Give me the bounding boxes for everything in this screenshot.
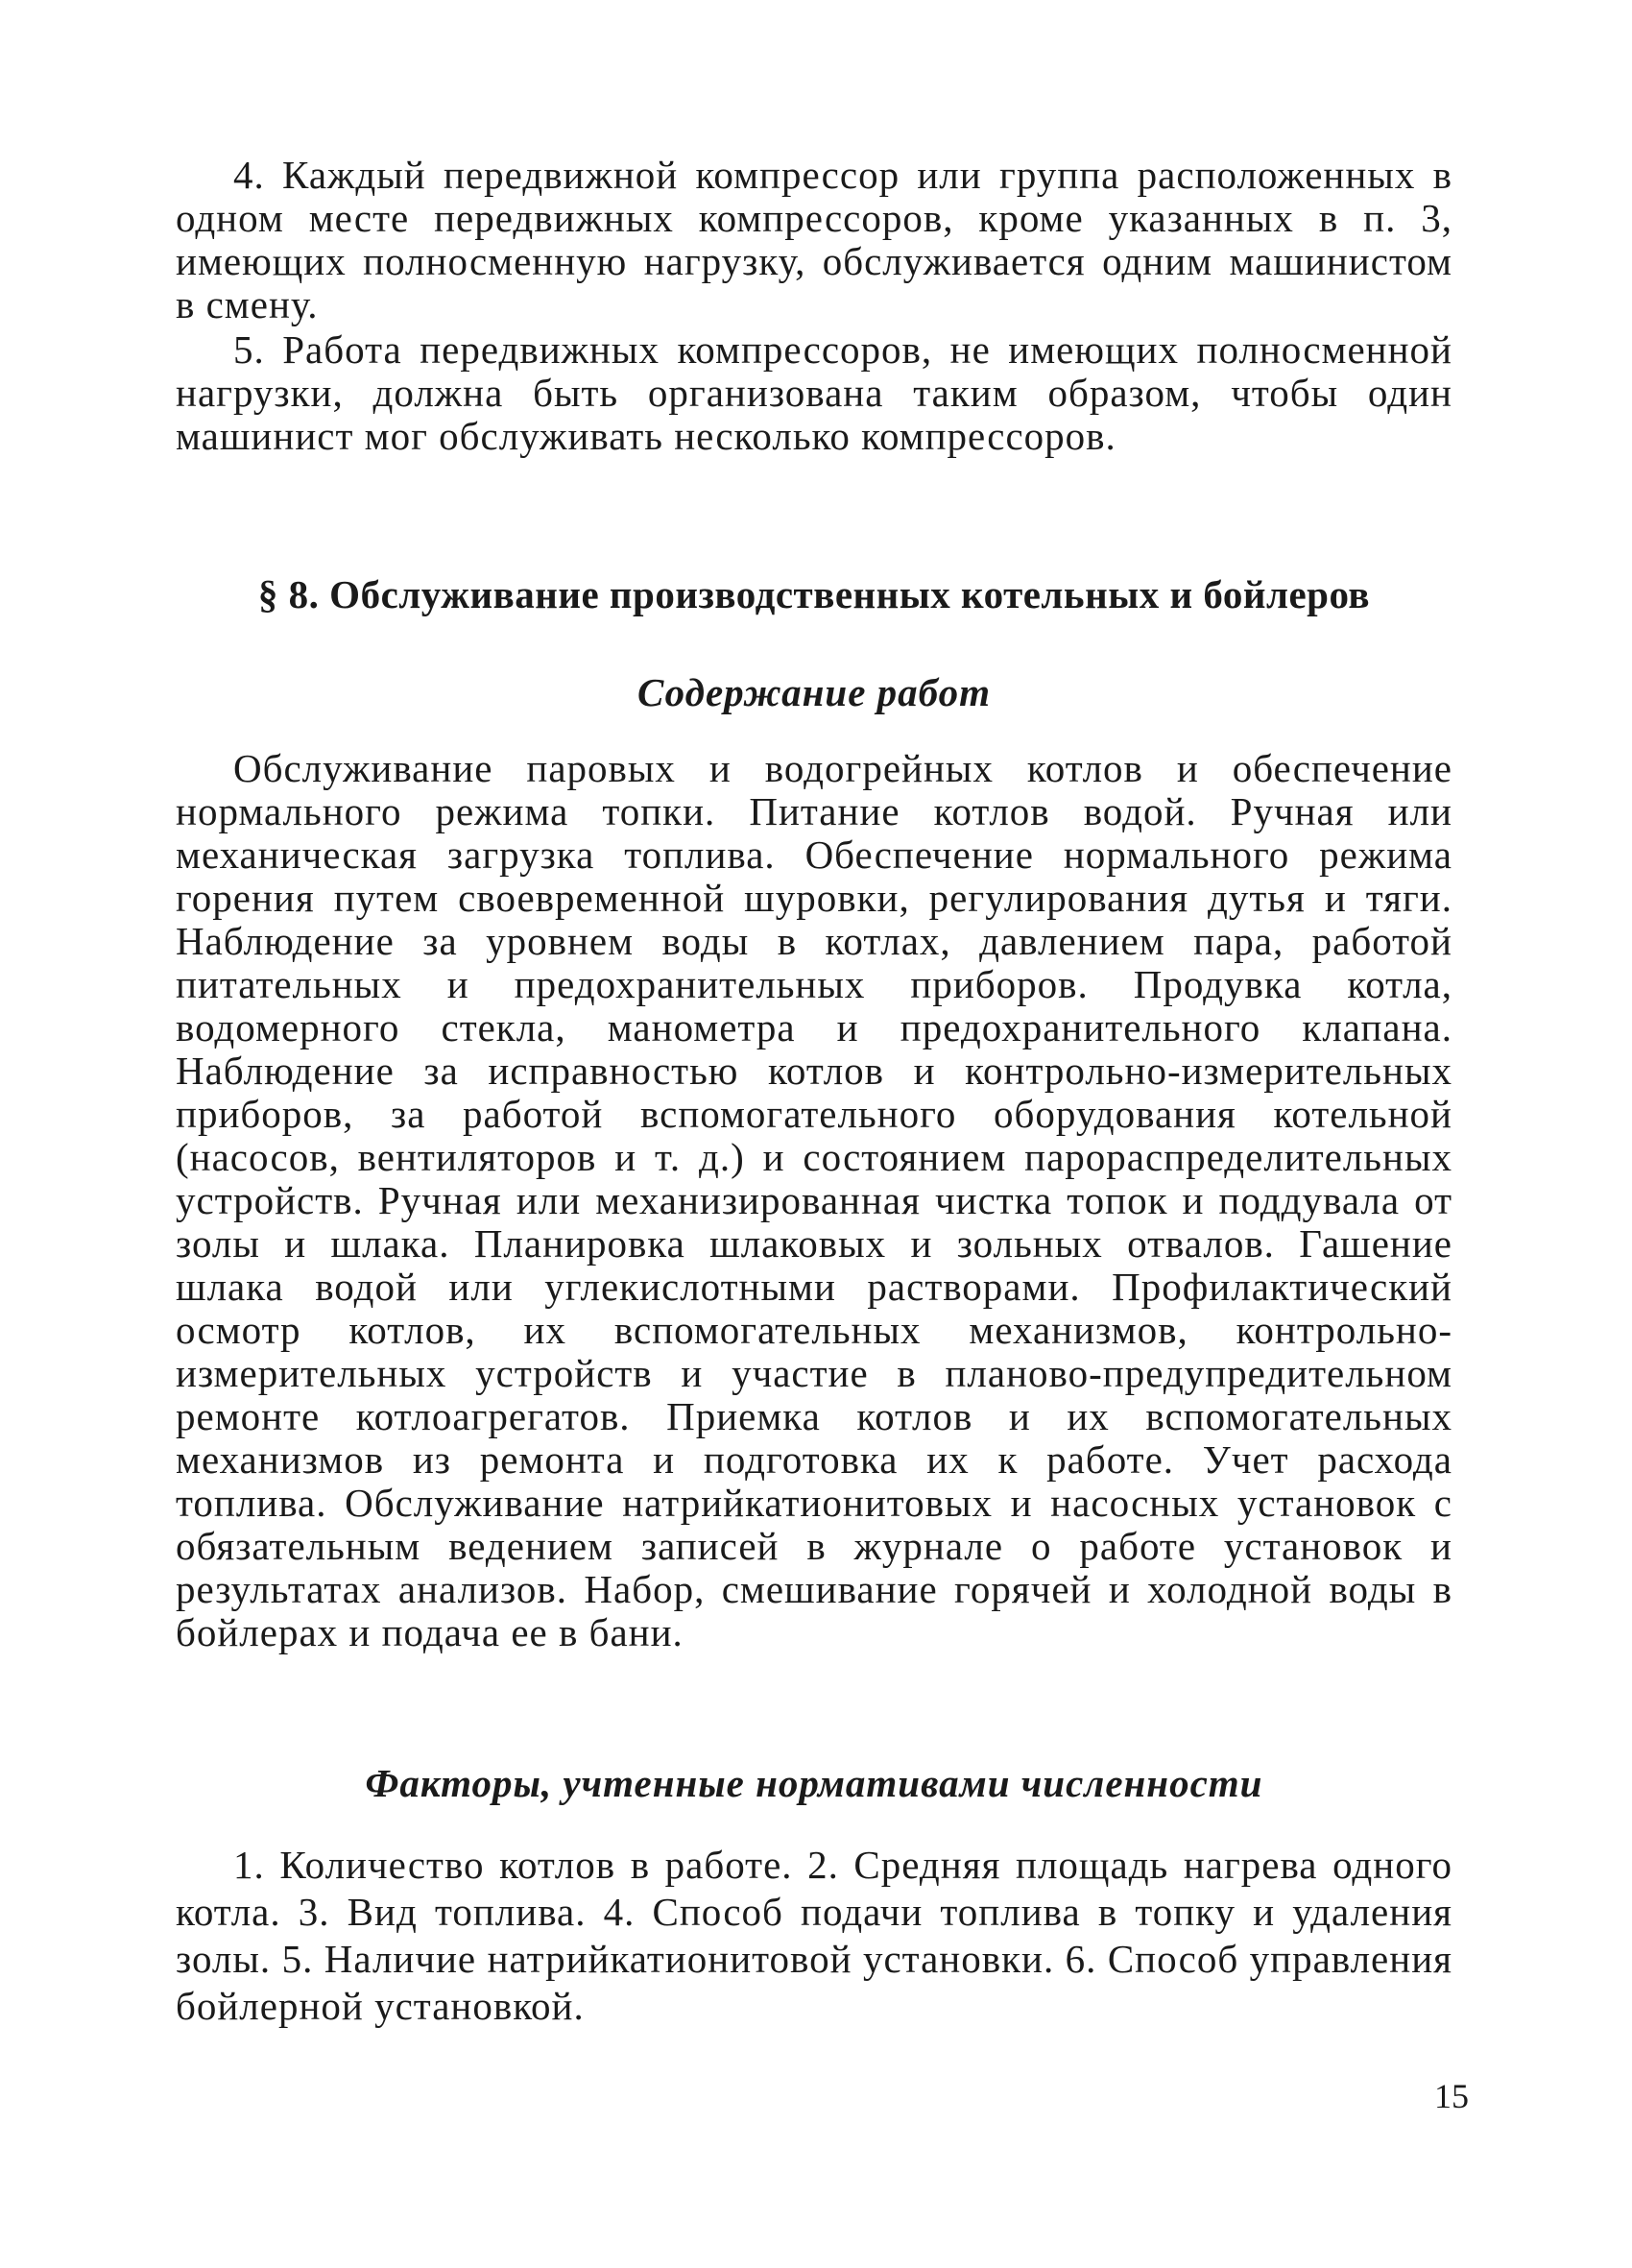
page-number: 15	[1434, 2077, 1469, 2115]
content-body	[176, 747, 1452, 1654]
factors-paragraph: 1. Количество котлов в работе. 2. Средняя площадь нагрева одного котла. 3. Вид топлива. 4. Способ подачи топлива в топку и удаления золы. 5. Наличие натрийкатионитовой установки. 6. Способ управления бойлерной установкой.	[176, 1843, 1452, 2028]
content-paragraph: Обслуживание паровых и водогрейных котлов и обеспечение нормального режима топки. Питание котлов водой. Ручная или механическая загрузка топлива. Обеспечение нормального режима горения путем своевременной шуровки, регулирования дутья и тяги. Наблюдение за уровнем воды в котлах, давлением пара, работой питательных и предохранительных приборов. Продувка котла, водомерного стекла, манометра и предохранительного клапана. Наблюдение за исправностью котлов и контрольно-измерительных приборов, за работой вспомогательного оборудования котельной (насосов, вентиляторов и т. д.) и состоянием парораспределительных устройств. Ручная или механизированная чистка топок и поддувала от золы и шлака. Планировка шлаковых и зольных отвалов. Гашение шлака водой или углекислотными растворами. Профилактический осмотр котлов, их вспомогательных механизмов, контрольно-измерительных устройств и участие в планово-предупредительном ремонте котлоагрегатов. Приемка котлов и их вспомогательных механизмов из ремонта и подготовка их к работе. Учет расхода топлива. Обслуживание натрийкатионитовых и насосных установок с обязательным ведением записей в журнале о работе установок и результатах анализов. Набор, смешивание горячей и холодной воды в бойлерах и подача ее в бани.	[176, 746, 1452, 1654]
factors-heading: Факторы, учтенные нормативами численности	[365, 1761, 1263, 1805]
factors-body	[176, 1842, 1452, 2030]
content-heading: Содержание работ	[637, 670, 991, 714]
paragraph-item-5: 5. Работа передвижных компрессоров, не имеющих полносменной нагрузки, должна быть организована таким образом, чтобы один машинист мог обслуживать несколько компрессоров.	[176, 327, 1452, 458]
section-title: § 8. Обслуживание производственных котельных и бойлеров	[257, 572, 1371, 616]
top-paragraphs	[176, 154, 1452, 458]
paragraph-item-4: 4. Каждый передвижной компрессор или группа расположенных в одном месте передвижных компрессоров, кроме указанных в п. 3, имеющих полносменную нагрузку, обслуживается одним машинистом в смену.	[176, 153, 1452, 326]
